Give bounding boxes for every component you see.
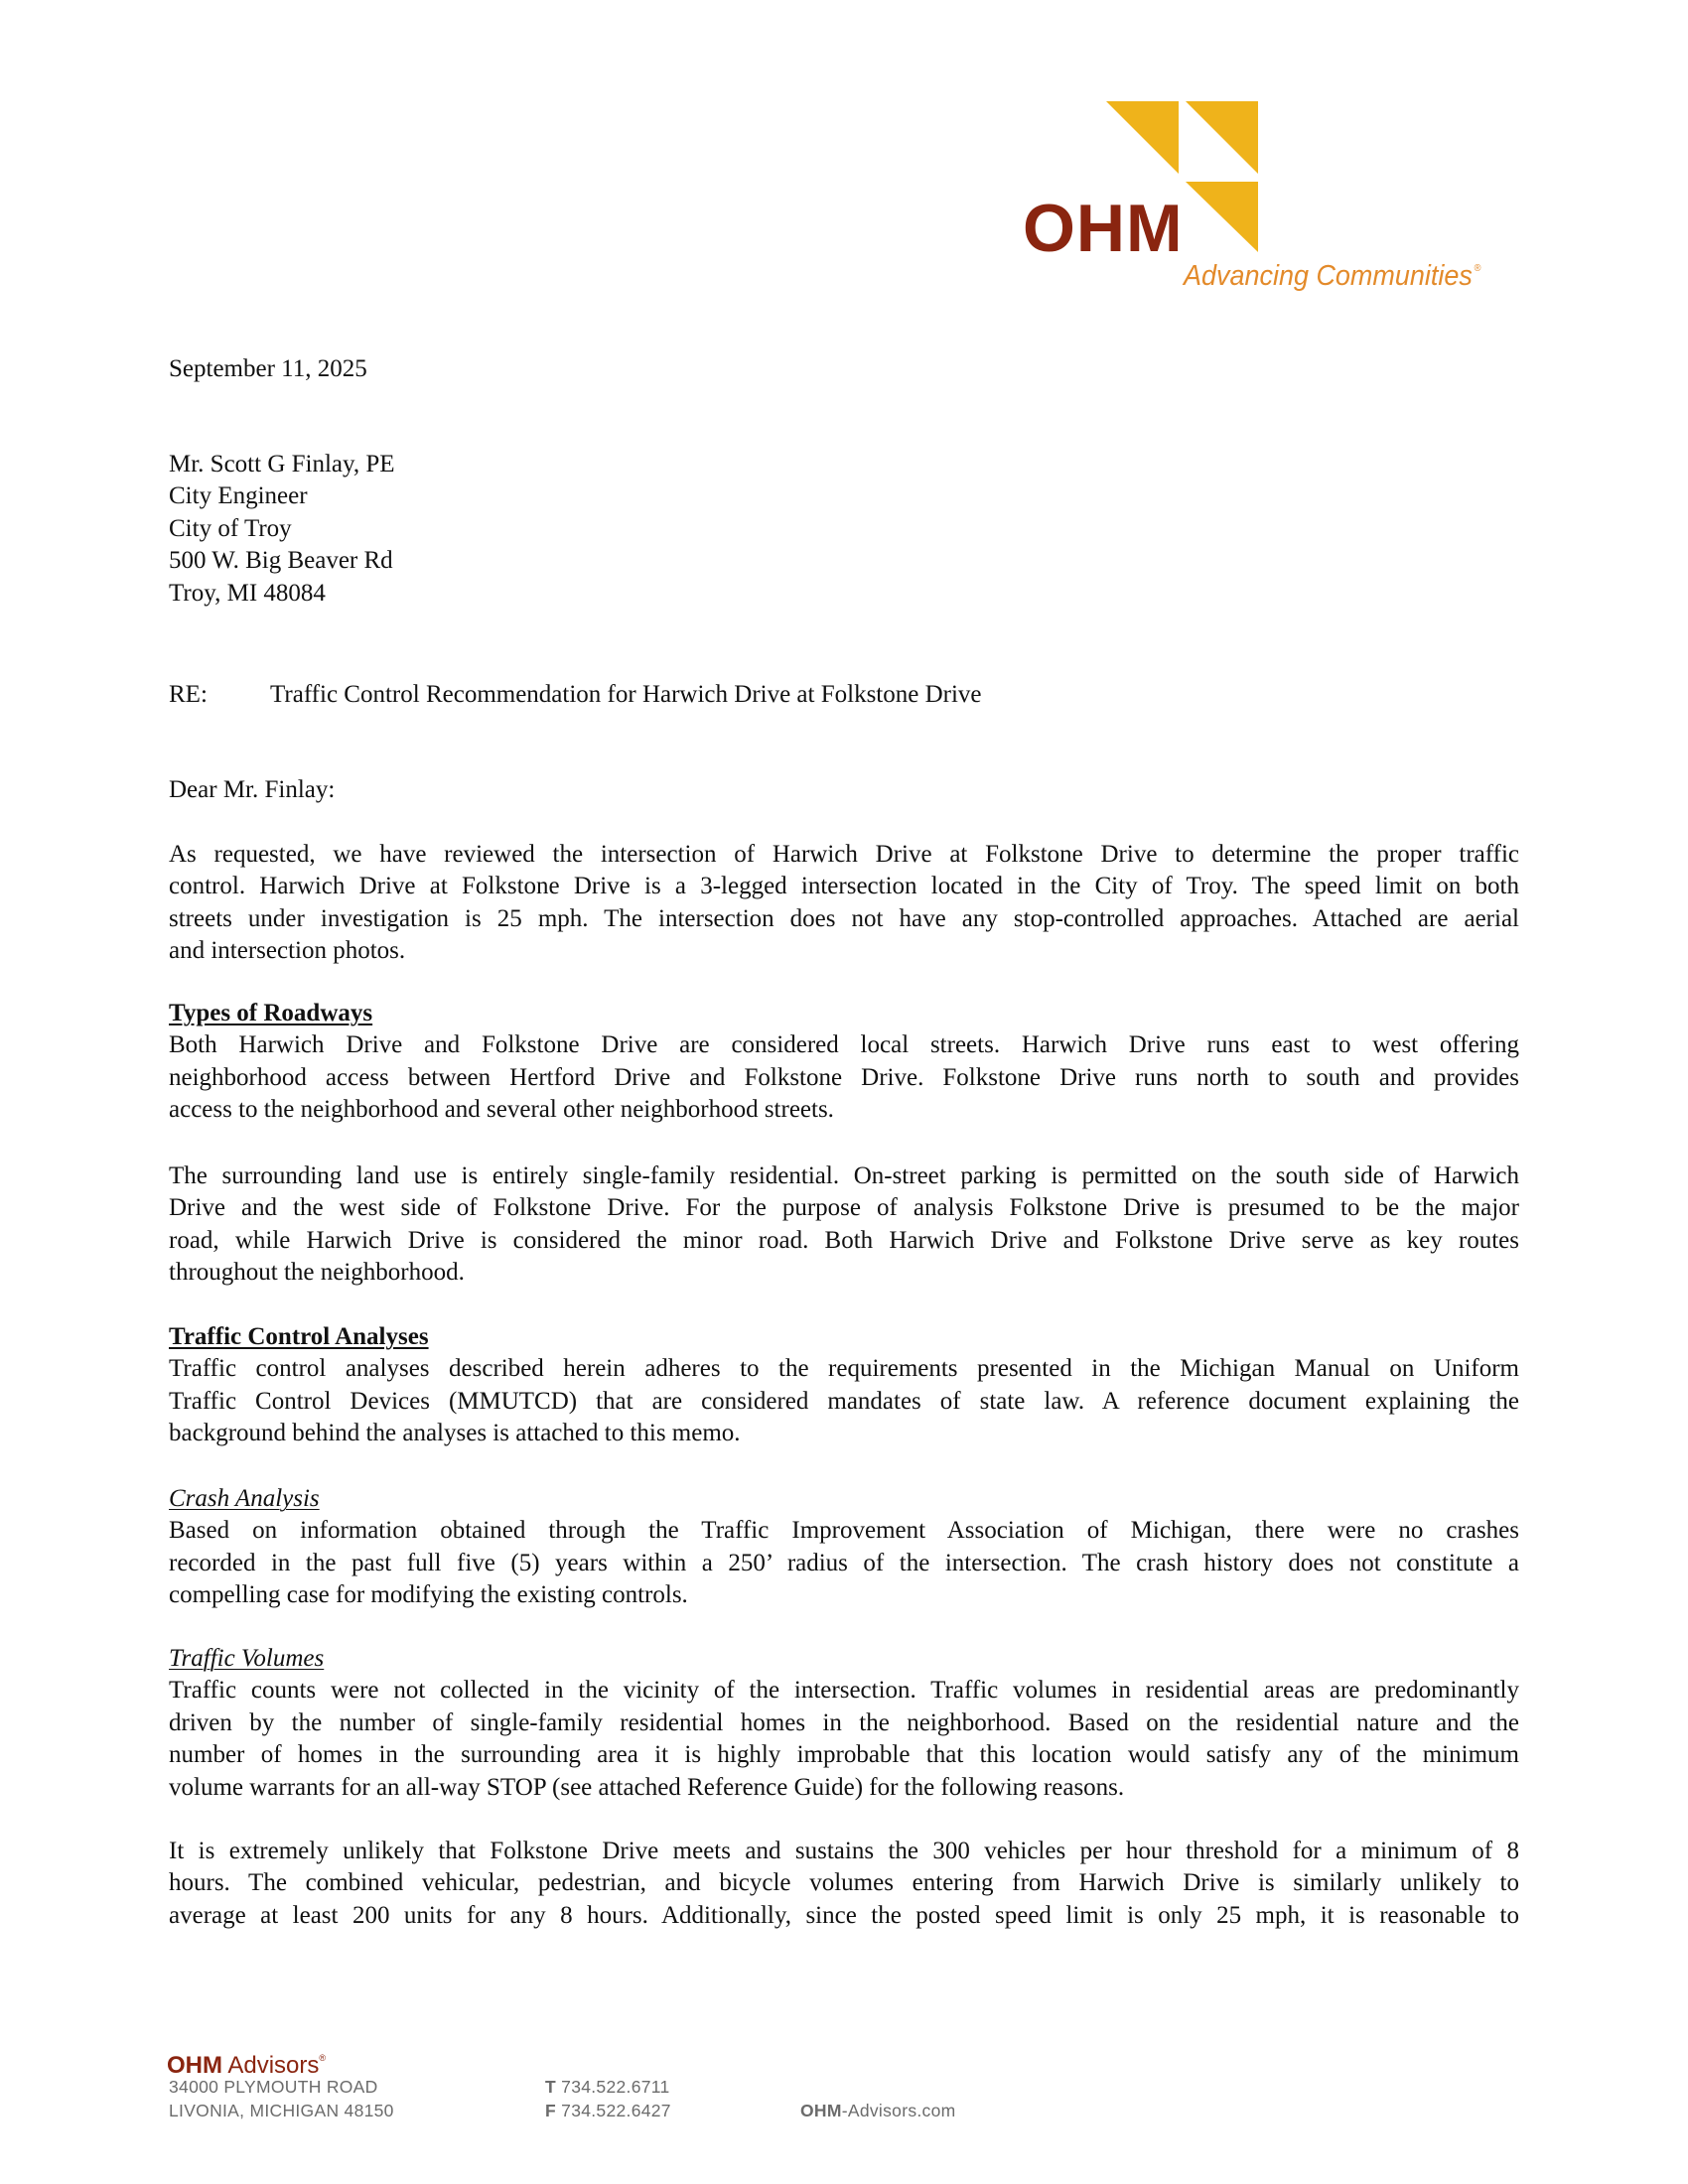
paragraph-line: compelling case for modifying the existing controls. [169,1581,688,1609]
fax-number: 734.522.6427 [561,2101,671,2120]
subsection-heading: Crash Analysis [169,1485,320,1512]
footer-website-link[interactable] [800,2099,956,2122]
subsection-heading: Traffic Volumes [169,1645,325,1672]
paragraph-line: driven by the number of single-family residential homes in the neighborhood. Based on the residential nature and the [169,1708,1519,1736]
footer-phone [545,2075,670,2099]
paragraph-line: number of homes in the surrounding area it is highly improbable that this location would satisfy any of the minimum [169,1741,1519,1769]
re-subject: Traffic Control Recommendation for Harwich Drive at Folkstone Drive [270,681,982,708]
footer-address-line-2: LIVONIA, MICHIGAN 48150 [169,2101,394,2120]
recipient-street: 500 W. Big Beaver Rd [169,547,393,575]
ohm-wordmark: OHM [1023,191,1184,266]
paragraph-line: volume warrants for an all-way STOP (see attached Reference Guide) for the following reasons. [169,1773,1125,1801]
paragraph-line: Traffic counts were not collected in the vicinity of the intersection. Traffic volumes in residential areas are predominantly [169,1677,1519,1705]
section-heading: Types of Roadways [169,1000,373,1026]
fax-label: F [545,2101,556,2120]
paragraph-line: neighborhood access between Hertford Drive and Folkstone Drive. Folkstone Drive runs north to south and provides [169,1063,1519,1091]
section-traffic-control-analyses [169,1321,1519,1450]
paragraph-line: road, while Harwich Drive is considered the minor road. Both Harwich Drive and Folkstone Drive serve as key routes [169,1226,1519,1254]
footer-address-line-1: 34000 PLYMOUTH ROAD [169,2077,378,2097]
intro-paragraph [169,839,1519,968]
volume-threshold-paragraph [169,1836,1519,1932]
paragraph-line: background behind the analyses is attached to this memo. [169,1420,741,1447]
recipient-organization: City of Troy [169,514,292,542]
paragraph-line: Based on information obtained through the Traffic Improvement Association of Michigan, there were no crashes [169,1517,1519,1545]
recipient-title: City Engineer [169,482,308,510]
logo-tagline-text: Advancing Communities [1184,260,1473,292]
registered-mark: ® [1474,263,1481,274]
re-label: RE: [169,681,208,708]
paragraph-line: Drive and the west side of Folkstone Drive. For the purpose of analysis Folkstone Drive is presumed to be the major [169,1194,1519,1222]
paragraph-line: Traffic control analyses described herein adheres to the requirements presented in the Michigan Manual on Uniform [169,1355,1519,1383]
footer-brand-bold: OHM [167,2052,222,2079]
paragraph-line: Both Harwich Drive and Folkstone Drive are considered local streets. Harwich Drive runs east to west offering [169,1031,1519,1059]
salutation: Dear Mr. Finlay: [169,776,336,803]
logo-tagline [1184,252,1481,293]
paragraph-line: The surrounding land use is entirely single-family residential. On-street parking is permitted on the south side of Harwich [169,1162,1519,1189]
recipient-address [169,449,1519,610]
section-types-of-roadways [169,998,1519,1127]
recipient-name: Mr. Scott G Finlay, PE [169,451,395,478]
paragraph-line: average at least 200 units for any 8 hours. Additionally, since the posted speed limit is only 25 mph, it is reasonable to [169,1901,1519,1929]
section-crash-analysis [169,1483,1519,1612]
land-use-paragraph [169,1160,1519,1290]
section-traffic-volumes [169,1643,1519,1804]
paragraph-line: Traffic Control Devices (MMUTCD) that are considered mandates of state law. A reference document explaining the [169,1387,1519,1415]
paragraph-line: and intersection photos. [169,937,406,965]
phone-number: 734.522.6711 [561,2077,670,2097]
section-heading: Traffic Control Analyses [169,1323,429,1350]
website-rest: -Advisors.com [841,2101,956,2120]
paragraph-line: As requested, we have reviewed the intersection of Harwich Drive at Folkstone Drive to determine the proper traffic [169,841,1519,868]
footer-brand-rest: Advisors [222,2052,320,2079]
paragraph-line: hours. The combined vehicular, pedestrian, and bicycle volumes entering from Harwich Drive is similarly unlikely to [169,1869,1519,1897]
paragraph-line: streets under investigation is 25 mph. The intersection does not have any stop-controlled approaches. Attached are aerial [169,904,1519,932]
website-bold: OHM [800,2101,842,2120]
letter-date: September 11, 2025 [169,355,367,382]
paragraph-line: access to the neighborhood and several other neighborhood streets. [169,1096,834,1124]
recipient-city: Troy, MI 48084 [169,579,326,607]
footer-fax [545,2099,671,2122]
paragraph-line: It is extremely unlikely that Folkstone Drive meets and sustains the 300 vehicles per hour threshold for a minimum of 8 [169,1838,1519,1864]
registered-mark: ® [319,2053,327,2063]
paragraph-line: recorded in the past full five (5) years within a 250’ radius of the intersection. The crash history does not constitute a [169,1549,1519,1576]
paragraph-line: throughout the neighborhood. [169,1259,465,1287]
paragraph-line: control. Harwich Drive at Folkstone Drive is a 3-legged intersection located in the City of Troy. The speed limit on both [169,873,1519,900]
phone-label: T [545,2077,556,2097]
